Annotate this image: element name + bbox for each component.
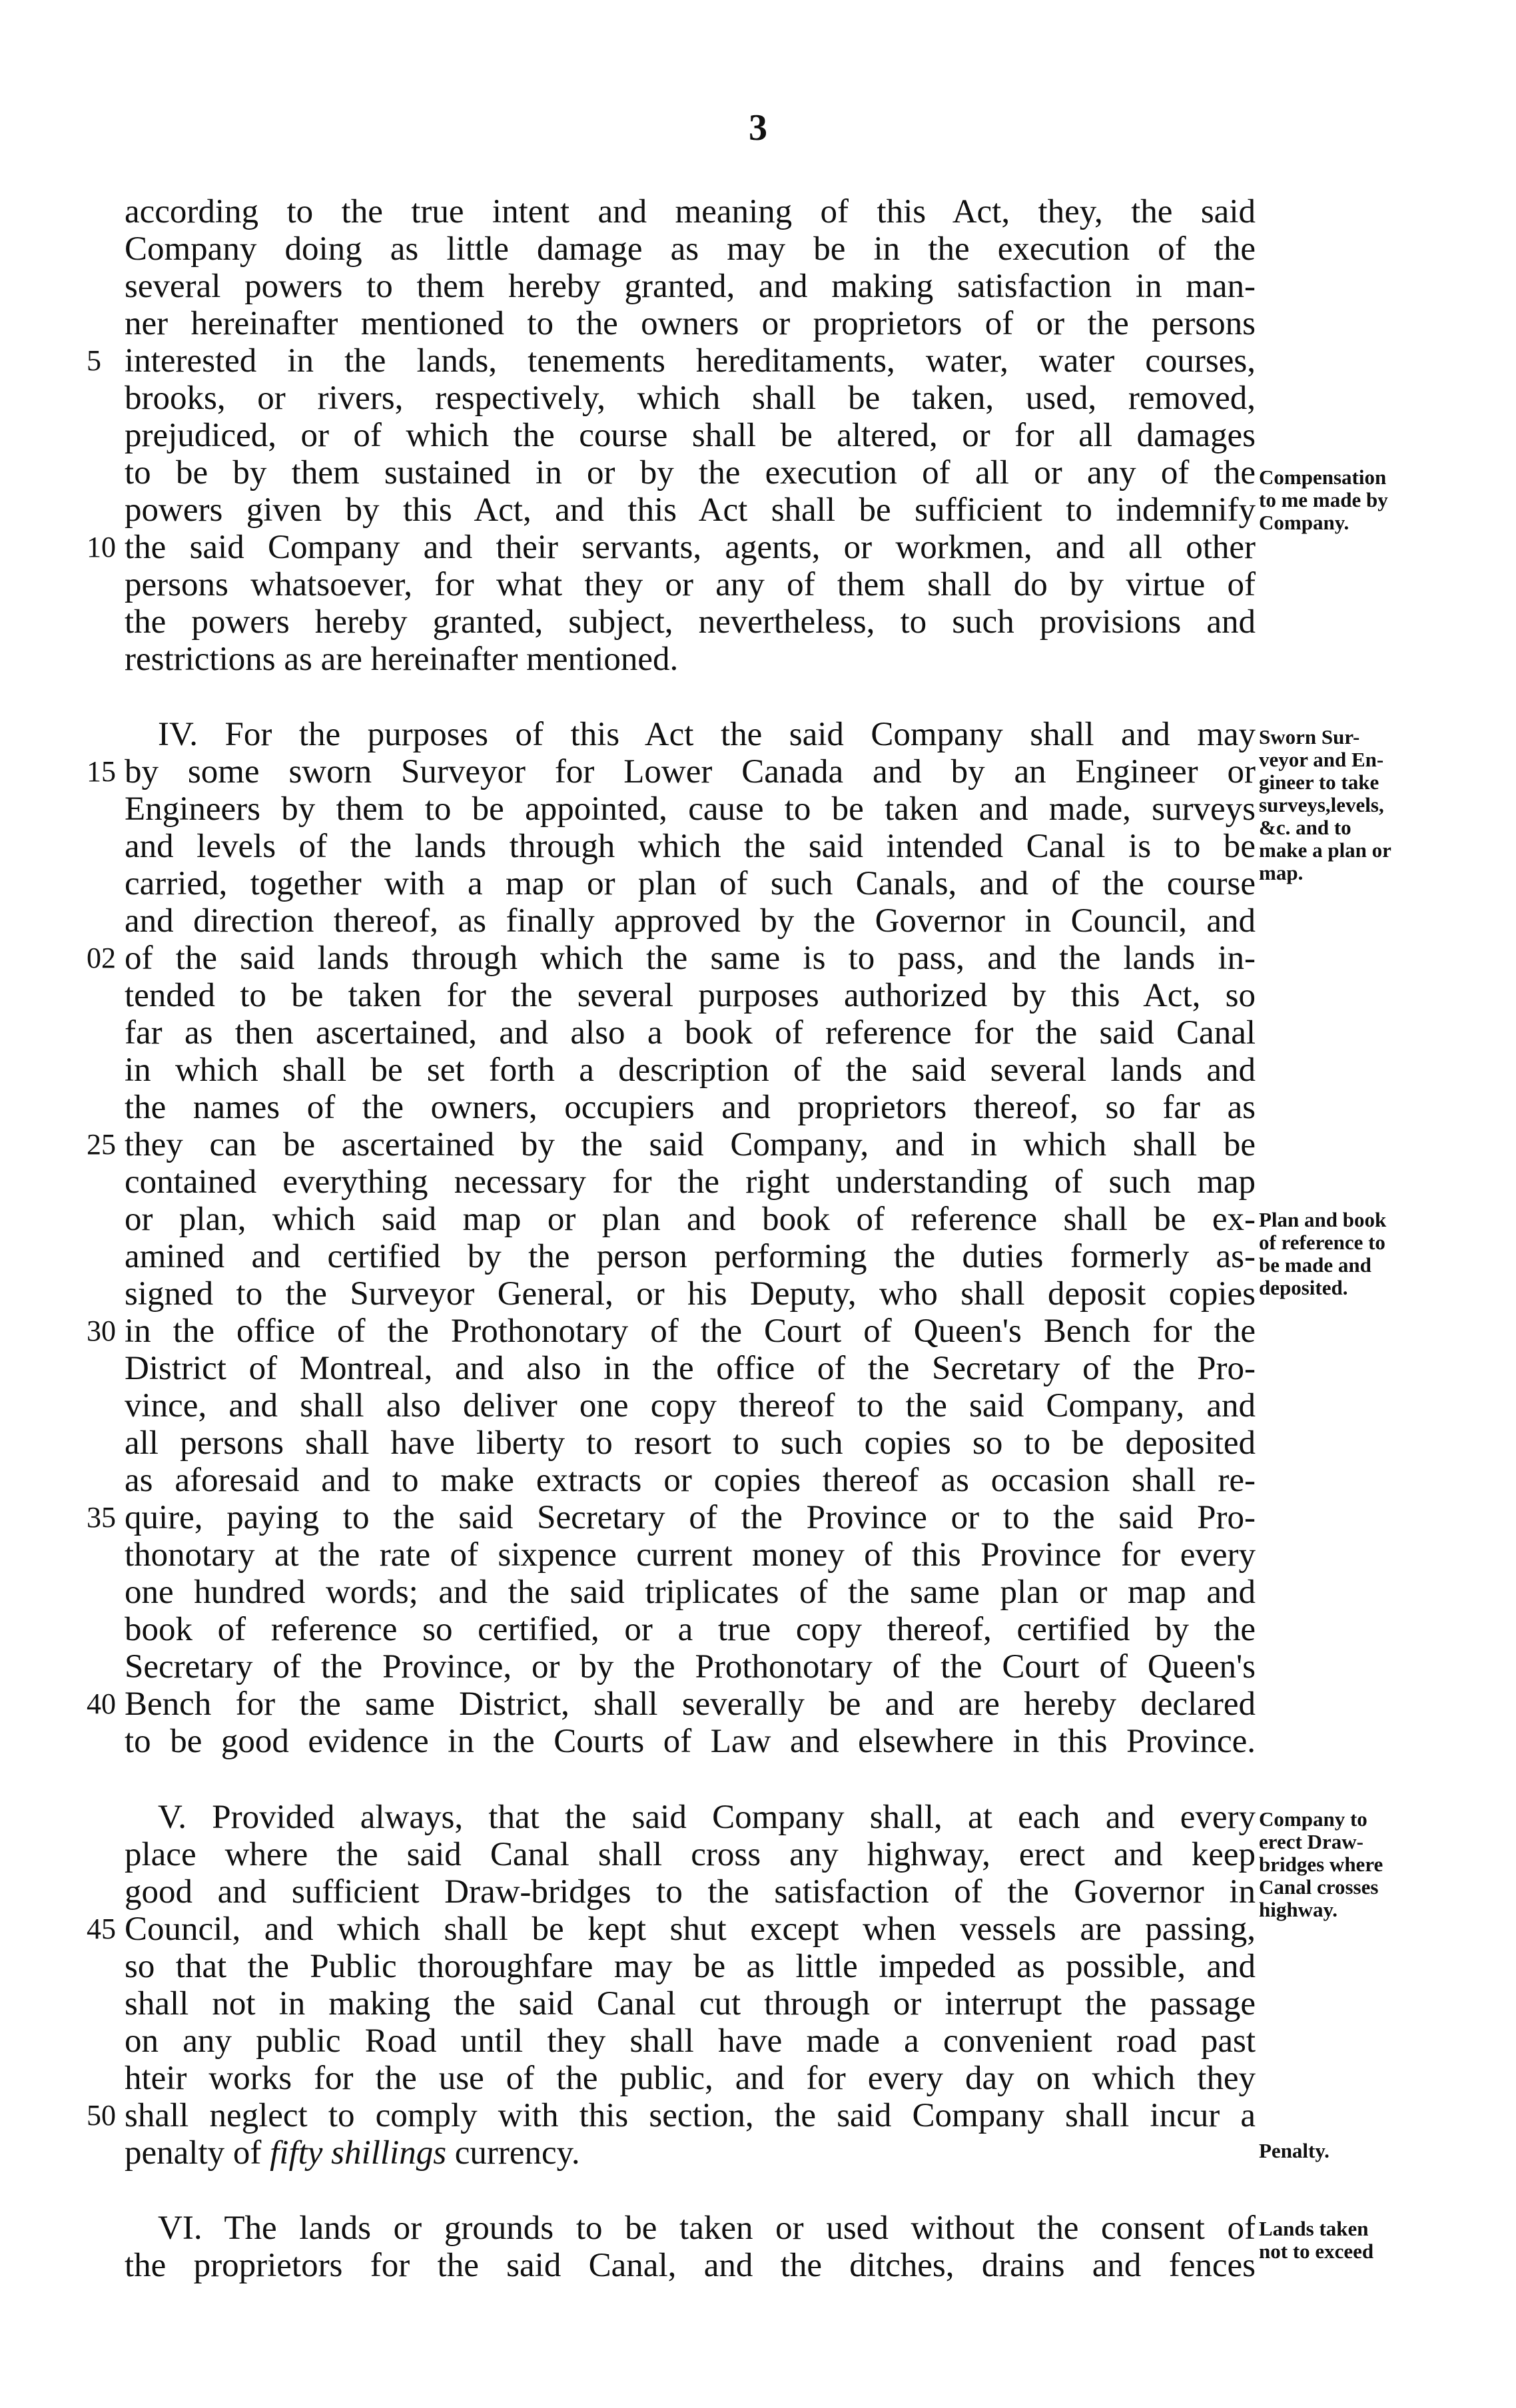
text-line: ner hereinafter mentioned to the owners or proprietors of or the persons xyxy=(125,305,1256,342)
text-line: Secretary of the Province, or by the Prothonotary of the Court of Queen's xyxy=(125,1648,1256,1685)
text-line: shall not in making the said Canal cut through or interrupt the passage xyxy=(125,1985,1256,2022)
text-line: in the office of the Prothonotary of the Court of Queen's Bench for the xyxy=(125,1313,1256,1350)
text-line: interested in the lands, tenements hereditaments, water, water courses, xyxy=(125,342,1256,380)
text-line: the said Company and their servants, agents, or workmen, and all other xyxy=(125,529,1256,566)
text-line: V. Provided always, that the said Company shall, at each and every xyxy=(158,1799,1256,1836)
text-line: place where the said Canal shall cross any highway, erect and keep xyxy=(125,1836,1256,1873)
text-line: the names of the owners, occupiers and proprietors thereof, so far as xyxy=(125,1089,1256,1126)
text-line: tended to be taken for the several purposes authorized by this Act, so xyxy=(125,977,1256,1014)
margin-note-line: Company to xyxy=(1259,1807,1367,1831)
text-line: shall neglect to comply with this section, the said Company shall incur a xyxy=(125,2097,1256,2134)
text-line: to be good evidence in the Courts of Law and elsewhere in this Province. xyxy=(125,1723,1256,1760)
margin-note-line: Company. xyxy=(1259,511,1349,534)
text-line: they can be ascertained by the said Company, and in which shall be xyxy=(125,1126,1256,1163)
line-number: 02 xyxy=(87,942,116,974)
text-line: VI. The lands or grounds to be taken or used without the consent of xyxy=(158,2210,1256,2247)
text-line: the proprietors for the said Canal, and the ditches, drains and fences xyxy=(125,2247,1256,2284)
text-line-penalty xyxy=(125,2134,1256,2172)
text-line: quire, paying to the said Secretary of the Province or to the said Pro- xyxy=(125,1499,1256,1536)
line-number: 45 xyxy=(87,1913,116,1945)
text-line: of the said lands through which the same is to pass, and the lands in- xyxy=(125,940,1256,977)
line-number: 25 xyxy=(87,1128,116,1161)
margin-note-line: be made and xyxy=(1259,1253,1371,1277)
text-line: brooks, or rivers, respectively, which shall be taken, used, removed, xyxy=(125,380,1256,417)
margin-note-line: bridges where xyxy=(1259,1853,1383,1876)
margin-note-line: Penalty. xyxy=(1259,2139,1329,2162)
line-number: 5 xyxy=(87,344,101,377)
margin-note-line: surveys,levels, xyxy=(1259,793,1384,816)
margin-note-line: erect Draw- xyxy=(1259,1830,1363,1853)
text-line: good and sufficient Draw-bridges to the satisfaction of the Governor in xyxy=(125,1873,1256,1911)
text-line: Bench for the same District, shall severally be and are hereby declared xyxy=(125,1685,1256,1723)
margin-note-line: not to exceed xyxy=(1259,2240,1374,2263)
penalty-amount: fifty shillings xyxy=(270,2134,447,2172)
text-line: Company doing as little damage as may be in the execution of the xyxy=(125,230,1256,268)
text-line: and direction thereof, as finally approved by the Governor in Council, and xyxy=(125,902,1256,940)
margin-note-line: veyor and En- xyxy=(1259,748,1384,771)
margin-note-lands-taken xyxy=(1259,2218,1465,2263)
margin-note-penalty xyxy=(1259,2140,1465,2162)
margin-note-line: Plan and book xyxy=(1259,1208,1387,1231)
text-line: thonotary at the rate of sixpence current money of this Province for every xyxy=(125,1536,1256,1574)
page-number: 3 xyxy=(749,107,767,149)
text-line: far as then ascertained, and also a book of reference for the said Canal xyxy=(125,1014,1256,1052)
text-line: so that the Public thoroughfare may be as little impeded as possible, and xyxy=(125,1948,1256,1985)
text-line: on any public Road until they shall have made a convenient road past xyxy=(125,2022,1256,2060)
penalty-text: penalty of xyxy=(125,2134,270,2172)
text-line: District of Montreal, and also in the office of the Secretary of the Pro- xyxy=(125,1350,1256,1387)
text-line: powers given by this Act, and this Act shall be sufficient to indemnify xyxy=(125,491,1256,529)
text-line: by some sworn Surveyor for Lower Canada and by an Engineer or xyxy=(125,753,1256,790)
margin-note-line: gineer to take xyxy=(1259,770,1379,794)
margin-note-line: Compensation xyxy=(1259,465,1387,489)
text-line: restrictions as are hereinafter mentioned. xyxy=(125,641,679,678)
text-line: IV. For the purposes of this Act the said Company shall and may xyxy=(158,716,1256,753)
line-number: 40 xyxy=(87,1687,116,1720)
text-line: vince, and shall also deliver one copy thereof to the said Company, and xyxy=(125,1387,1256,1424)
text-line: and levels of the lands through which the said intended Canal is to be xyxy=(125,828,1256,865)
text-line: Council, and which shall be kept shut except when vessels are passing, xyxy=(125,1911,1256,1948)
penalty-tail: currency. xyxy=(446,2134,580,2172)
line-number: 30 xyxy=(87,1315,116,1347)
text-line: prejudiced, or of which the course shall be altered, or for all damages xyxy=(125,417,1256,454)
text-line: according to the true intent and meaning of this Act, they, the said xyxy=(125,193,1256,230)
text-line: to be by them sustained in or by the execution of all or any of the xyxy=(125,454,1256,491)
text-line: carried, together with a map or plan of such Canals, and of the course xyxy=(125,865,1256,902)
margin-note-line: make a plan or xyxy=(1259,838,1391,862)
text-line: amined and certified by the person performing the duties formerly as- xyxy=(125,1238,1256,1275)
line-number: 50 xyxy=(87,2099,116,2132)
margin-note-line: of reference to xyxy=(1259,1231,1385,1254)
text-line: one hundred words; and the said triplicates of the same plan or map and xyxy=(125,1574,1256,1611)
margin-note-line: deposited. xyxy=(1259,1276,1348,1299)
margin-note-draw-bridges xyxy=(1259,1808,1465,1921)
text-line: several powers to them hereby granted, and making satisfaction in man- xyxy=(125,268,1256,305)
margin-note-line: to me made by xyxy=(1259,488,1388,511)
text-line: the powers hereby granted, subject, nevertheless, to such provisions and xyxy=(125,603,1256,641)
margin-note-plan-and-book xyxy=(1259,1209,1465,1299)
text-line: signed to the Surveyor General, or his Deputy, who shall deposit copies xyxy=(125,1275,1256,1313)
margin-note-line: map. xyxy=(1259,861,1304,884)
margin-note-compensation xyxy=(1259,466,1465,534)
margin-note-line: Canal crosses xyxy=(1259,1875,1379,1899)
text-line: hteir works for the use of the public, and for every day on which they xyxy=(125,2060,1256,2097)
margin-note-line: Sworn Sur- xyxy=(1259,725,1360,749)
text-line: persons whatsoever, for what they or any of them shall do by virtue of xyxy=(125,566,1256,603)
text-line: as aforesaid and to make extracts or copies thereof as occasion shall re- xyxy=(125,1462,1256,1499)
margin-note-line: highway. xyxy=(1259,1898,1338,1921)
text-line: book of reference so certified, or a true copy thereof, certified by the xyxy=(125,1611,1256,1648)
line-number: 35 xyxy=(87,1501,116,1534)
margin-note-sworn-surveyor xyxy=(1259,726,1465,884)
margin-note-line: Lands taken xyxy=(1259,2217,1369,2240)
text-line: all persons shall have liberty to resort to such copies so to be deposited xyxy=(125,1424,1256,1462)
text-line: or plan, which said map or plan and book of reference shall be ex- xyxy=(125,1201,1256,1238)
margin-note-line: &c. and to xyxy=(1259,816,1351,839)
text-line: in which shall be set forth a description of the said several lands and xyxy=(125,1052,1256,1089)
text-line: contained everything necessary for the right understanding of such map xyxy=(125,1163,1256,1201)
line-number: 10 xyxy=(87,531,116,563)
text-line: Engineers by them to be appointed, cause to be taken and made, surveys xyxy=(125,790,1256,828)
line-number: 15 xyxy=(87,755,116,788)
